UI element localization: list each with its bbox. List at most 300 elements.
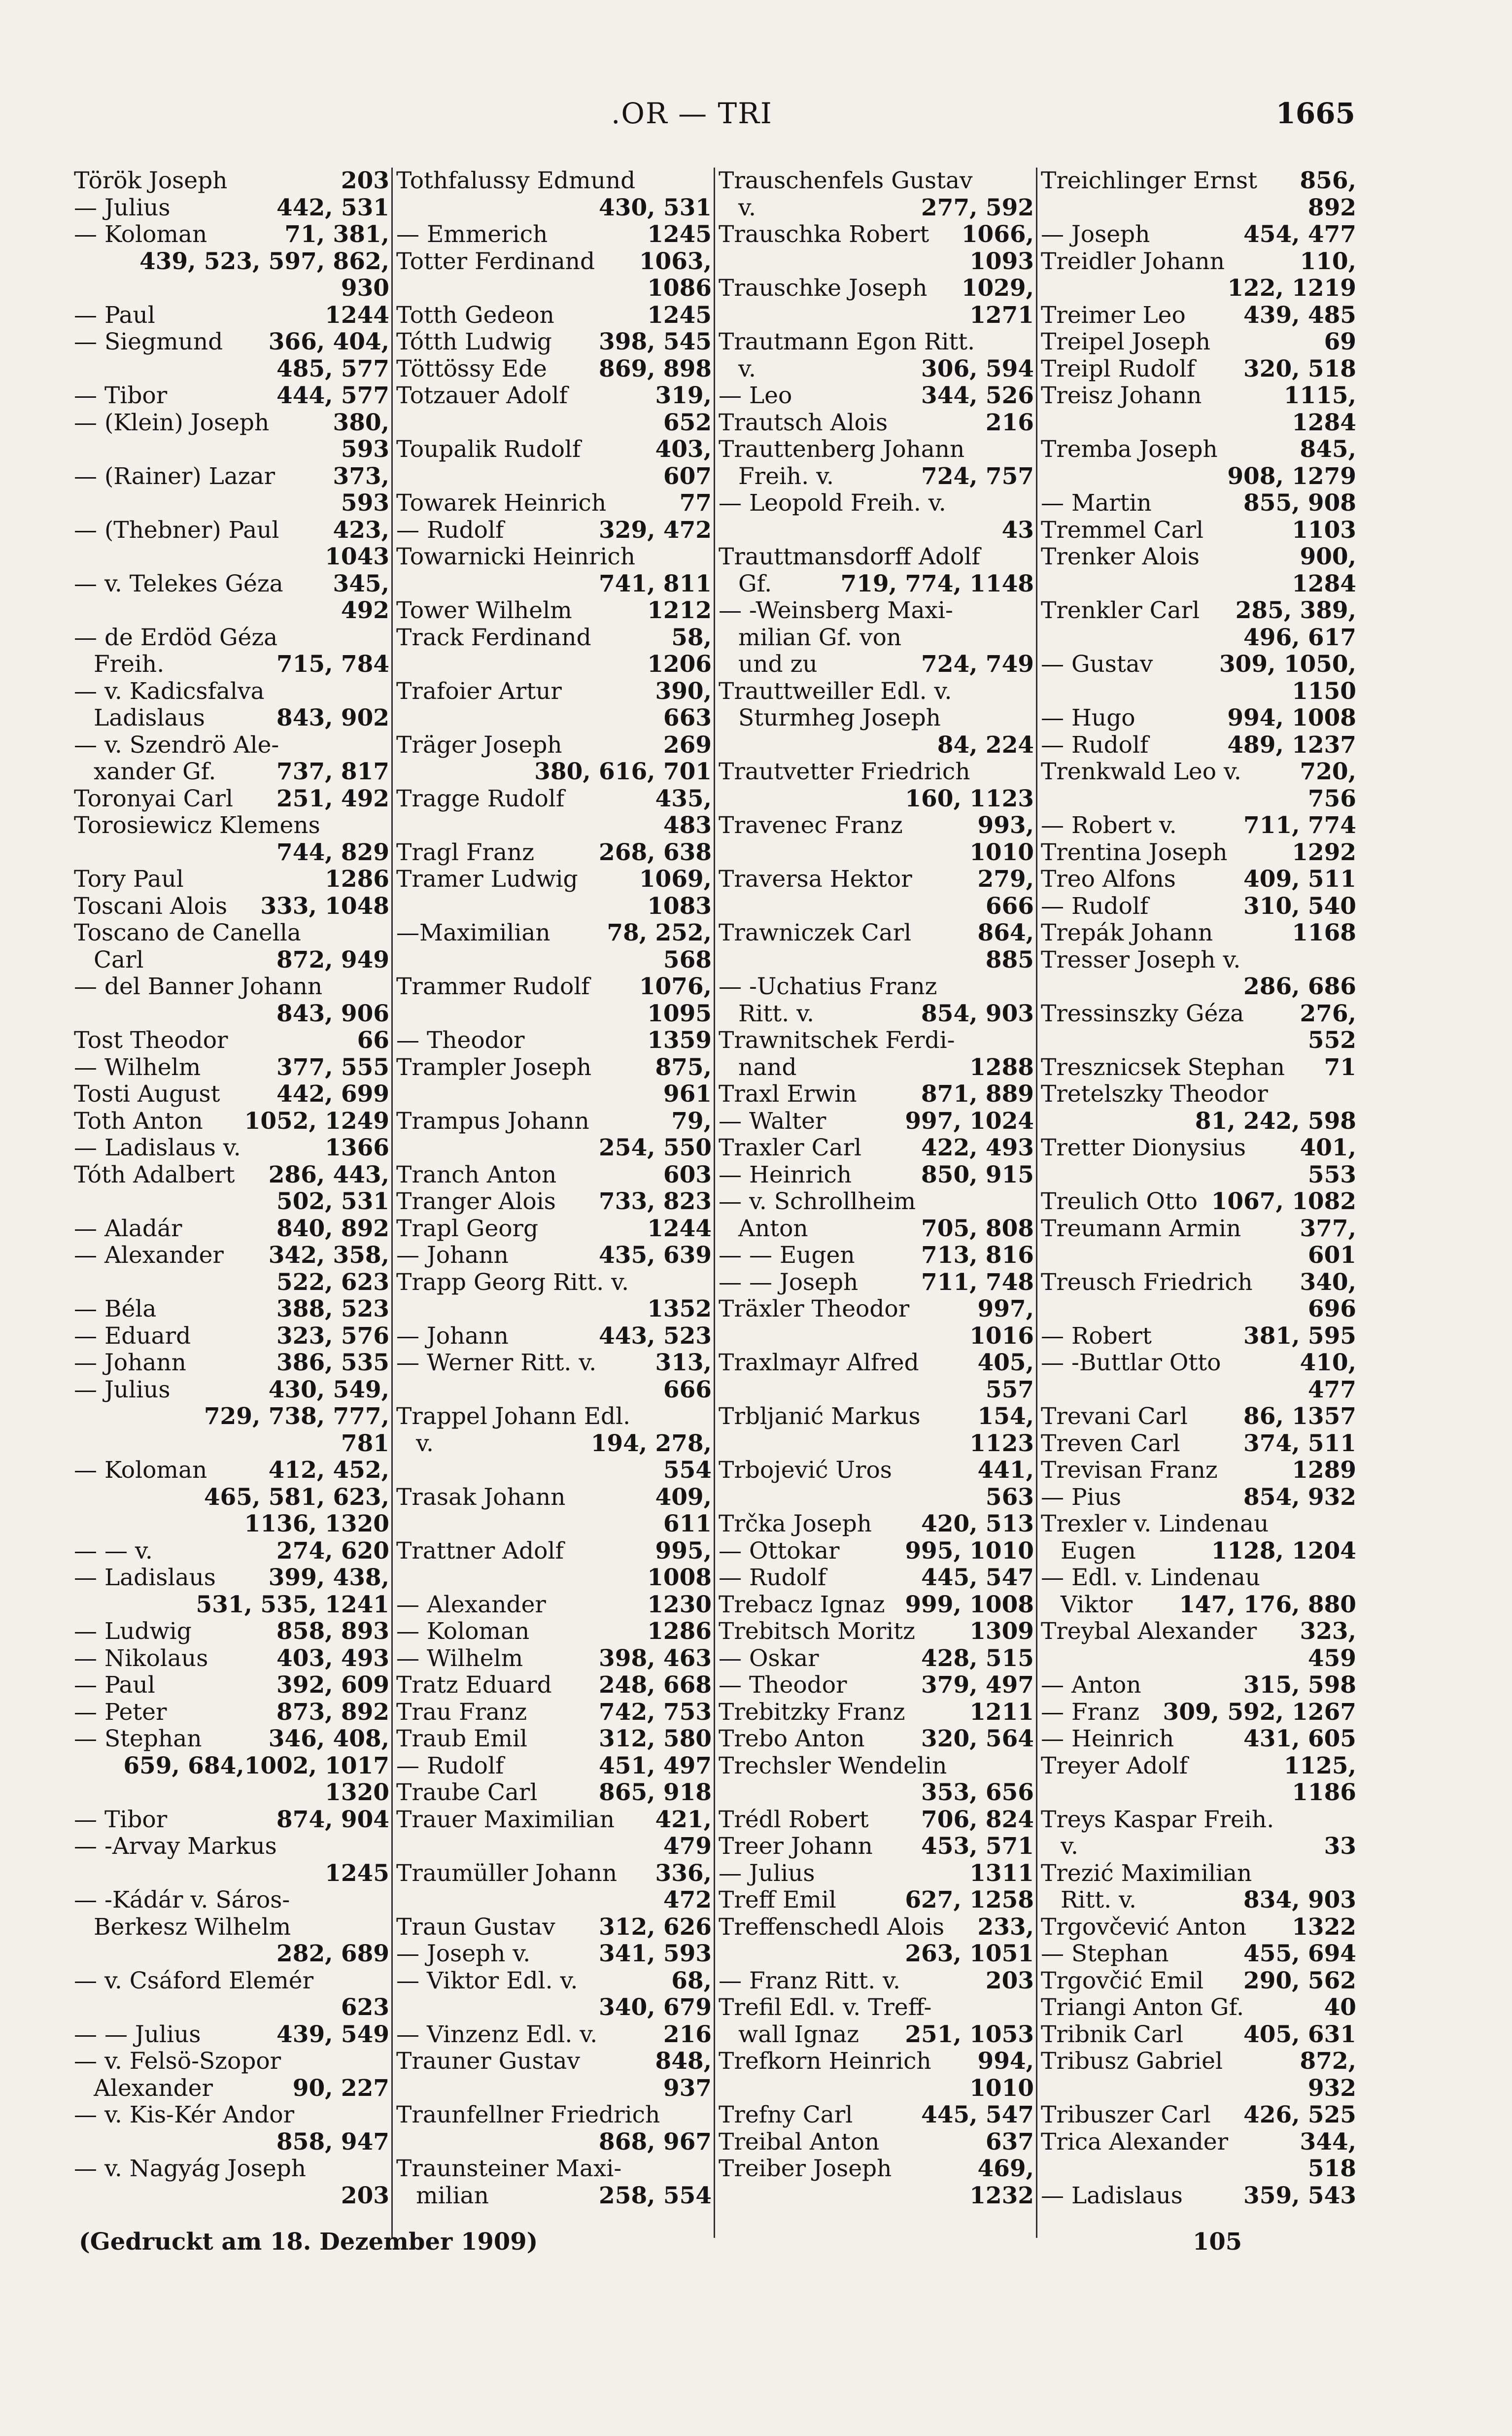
entry-pages: 79, xyxy=(671,1107,712,1135)
index-entry xyxy=(719,1027,1034,1054)
index-entry xyxy=(719,329,1034,356)
index-entry-continuation xyxy=(719,1323,1034,1350)
entry-name: Toscano de Canella xyxy=(74,919,301,946)
entry-name: Treichlinger Ernst xyxy=(1041,167,1257,194)
entry-name: — v. Schrollheim xyxy=(719,1188,916,1215)
entry-pages: 248, 668 xyxy=(599,1671,712,1699)
entry-name: Trautvetter Friedrich xyxy=(719,758,970,785)
index-entry-continuation xyxy=(396,1377,712,1404)
entry-name: Tothfalussy Edmund xyxy=(396,167,636,194)
entry-pages: 309, 592, 1267 xyxy=(1163,1698,1356,1726)
entry-pages: 380, 616, 701 xyxy=(534,758,712,785)
entry-pages: 110, xyxy=(1300,247,1356,275)
entry-pages: 756 xyxy=(1307,785,1356,812)
index-entry xyxy=(396,1216,712,1243)
index-entry-continuation xyxy=(74,1511,389,1538)
index-entry-continuation xyxy=(719,705,1034,732)
index-entry xyxy=(396,1726,712,1753)
entry-name: — — Joseph xyxy=(719,1268,859,1296)
entry-pages: 522, 623 xyxy=(276,1268,389,1296)
index-entry xyxy=(1041,1914,1356,1941)
entry-name: Tower Wilhelm xyxy=(396,597,572,624)
index-entry xyxy=(719,1565,1034,1592)
entry-pages: 399, 438, xyxy=(268,1564,389,1591)
index-entry-continuation xyxy=(396,195,712,222)
entry-name: Treibal Anton xyxy=(719,2128,880,2156)
entry-name: Trepák Johann xyxy=(1041,919,1213,946)
index-entry-continuation xyxy=(1041,786,1356,813)
index-entry-continuation xyxy=(719,1377,1034,1404)
entry-pages: 445, 547 xyxy=(921,2101,1034,2128)
entry-pages: 531, 535, 1241 xyxy=(196,1591,389,1618)
entry-pages: 557 xyxy=(985,1376,1034,1403)
entry-pages: 258, 554 xyxy=(599,2182,712,2209)
entry-name: Toscani Alois xyxy=(74,892,228,920)
entry-name: — Joseph v. xyxy=(396,1940,531,1967)
entry-pages: 340, xyxy=(1300,1268,1356,1296)
entry-name: — v. Szendrö Ale- xyxy=(74,731,279,759)
index-entry-continuation xyxy=(1041,1538,1356,1565)
entry-pages: 309, 1050, xyxy=(1219,651,1356,678)
entry-name: Treimer Leo xyxy=(1041,301,1186,329)
entry-pages: 850, 915 xyxy=(921,1161,1034,1188)
index-entry xyxy=(719,1672,1034,1699)
entry-name: Tragl Franz xyxy=(396,838,535,866)
entry-name: Ritt. v. xyxy=(1061,1886,1136,1914)
index-entry xyxy=(74,571,389,598)
index-entry xyxy=(74,1645,389,1672)
index-entry xyxy=(396,1968,712,1995)
entry-pages: 1103 xyxy=(1292,516,1356,544)
entry-pages: 623 xyxy=(341,1994,389,2021)
entry-name: Tótth Ludwig xyxy=(396,328,552,355)
entry-pages: 312, 580 xyxy=(599,1725,712,1752)
index-entry-continuation xyxy=(396,812,712,839)
entry-pages: 320, 518 xyxy=(1243,355,1356,383)
entry-name: — Anton xyxy=(1041,1671,1141,1699)
entry-pages: 373, xyxy=(333,462,389,490)
index-entry-continuation xyxy=(74,544,389,571)
index-entry xyxy=(1041,1618,1356,1645)
entry-pages: 421, xyxy=(655,1806,712,1833)
entry-pages: 854, 932 xyxy=(1243,1483,1356,1511)
entry-name: Tramer Ludwig xyxy=(396,866,578,893)
entry-pages: 1212 xyxy=(647,597,712,624)
entry-name: Tost Theodor xyxy=(74,1027,228,1054)
entry-pages: 666 xyxy=(985,892,1034,920)
entry-name: — Julius xyxy=(74,194,171,221)
index-entry xyxy=(1041,2021,1356,2049)
entry-pages: 737, 817 xyxy=(276,758,389,785)
index-entry xyxy=(719,1968,1034,1995)
entry-name: Trevisan Franz xyxy=(1041,1457,1218,1484)
index-entry xyxy=(74,1323,389,1350)
entry-name: — Franz Ritt. v. xyxy=(719,1967,901,1994)
entry-pages: 453, 571 xyxy=(921,1833,1034,1860)
index-entry xyxy=(74,1377,389,1404)
entry-pages: 77 xyxy=(679,489,712,517)
entry-pages: 282, 689 xyxy=(276,1940,389,1967)
entry-pages: 346, 408, xyxy=(268,1725,389,1752)
entry-pages: 439, 549 xyxy=(276,2020,389,2048)
entry-name: Trica Alexander xyxy=(1041,2128,1229,2156)
entry-pages: 552 xyxy=(1307,1027,1356,1054)
entry-pages: 1359 xyxy=(647,1027,712,1054)
entry-name: Viktor xyxy=(1061,1591,1133,1618)
entry-pages: 1063, xyxy=(639,247,712,275)
entry-name: Tressinszky Géza xyxy=(1041,1000,1244,1027)
entry-pages: 43 xyxy=(1001,516,1034,544)
entry-pages: 465, 581, 623, xyxy=(204,1483,389,1511)
index-entry xyxy=(719,1538,1034,1565)
index-entry xyxy=(74,410,389,437)
index-entry xyxy=(396,2021,712,2049)
index-entry xyxy=(396,302,712,329)
entry-name: Trevani Carl xyxy=(1041,1403,1188,1430)
entry-name: Treven Carl xyxy=(1041,1429,1180,1457)
entry-pages: 203 xyxy=(985,1967,1034,1994)
entry-pages: 652 xyxy=(663,409,712,436)
entry-name: Eugen xyxy=(1061,1537,1136,1565)
index-entry xyxy=(1041,1054,1356,1081)
entry-pages: 84, 224 xyxy=(937,731,1034,759)
entry-name: — Wilhelm xyxy=(396,1644,523,1672)
index-entry xyxy=(719,1833,1034,1860)
index-entry xyxy=(74,1027,389,1054)
index-column-3 xyxy=(719,168,1034,2228)
index-entry-continuation xyxy=(1041,1833,1356,1860)
index-entry xyxy=(396,329,712,356)
entry-pages: 601 xyxy=(1307,1242,1356,1269)
index-entry xyxy=(719,678,1034,705)
entry-pages: 1029, xyxy=(961,275,1034,302)
entry-name: Treer Johann xyxy=(719,1833,873,1860)
index-entry xyxy=(74,1618,389,1645)
entry-pages: 86, 1357 xyxy=(1243,1403,1356,1430)
index-entry-continuation xyxy=(396,947,712,974)
entry-name: Török Joseph xyxy=(74,167,228,194)
entry-name: Treulich Otto xyxy=(1041,1188,1198,1215)
index-entry xyxy=(719,1645,1034,1672)
entry-name: Trapl Georg xyxy=(396,1215,539,1242)
index-entry xyxy=(1041,651,1356,678)
entry-pages: 874, 904 xyxy=(276,1806,389,1833)
index-entry xyxy=(396,974,712,1001)
page-header xyxy=(0,97,1512,141)
entry-pages: 872, xyxy=(1300,2048,1356,2075)
entry-name: v. xyxy=(738,355,756,383)
entry-name: Tóth Adalbert xyxy=(74,1161,235,1188)
index-entry-continuation xyxy=(1041,1887,1356,1914)
entry-pages: 724, 757 xyxy=(921,462,1034,490)
entry-pages: 1286 xyxy=(647,1618,712,1645)
index-entry-continuation xyxy=(74,1994,389,2021)
entry-pages: 276, xyxy=(1300,1000,1356,1027)
entry-name: — Aladár xyxy=(74,1215,182,1242)
index-entry xyxy=(1041,1269,1356,1296)
entry-pages: 428, 515 xyxy=(921,1644,1034,1672)
entry-pages: 216 xyxy=(985,409,1034,436)
entry-pages: 1168 xyxy=(1292,919,1356,946)
entry-pages: 344, 526 xyxy=(921,382,1034,409)
index-entry xyxy=(396,625,712,652)
index-entry-continuation xyxy=(396,410,712,437)
entry-name: Trampus Johann xyxy=(396,1107,589,1135)
entry-pages: 873, 892 xyxy=(276,1698,389,1726)
entry-name: — Vinzenz Edl. v. xyxy=(396,2020,598,2048)
entry-name: Trenkler Carl xyxy=(1041,597,1200,624)
entry-pages: 268, 638 xyxy=(599,838,712,866)
entry-pages: 442, 699 xyxy=(276,1080,389,1108)
index-entry xyxy=(396,839,712,867)
entry-pages: 856, xyxy=(1300,167,1356,194)
index-entry xyxy=(1041,168,1356,195)
entry-name: v. xyxy=(738,194,756,221)
index-entry xyxy=(396,436,712,463)
index-entry-continuation xyxy=(1041,195,1356,222)
entry-name: Traxler Carl xyxy=(719,1134,862,1161)
index-entry xyxy=(1041,1081,1356,1108)
index-entry-continuation xyxy=(1041,1645,1356,1672)
entry-pages: 713, 816 xyxy=(921,1242,1034,1269)
index-column-2 xyxy=(396,168,712,2228)
index-entry xyxy=(719,920,1034,947)
entry-pages: 900, xyxy=(1300,543,1356,570)
entry-pages: 869, 898 xyxy=(599,355,712,383)
entry-name: Trauttenberg Johann xyxy=(719,436,965,463)
index-entry xyxy=(719,2156,1034,2183)
index-entry-continuation xyxy=(396,1511,712,1538)
entry-name: Trautmann Egon Ritt. xyxy=(719,328,975,355)
entry-name: — Rudolf xyxy=(396,1752,504,1779)
index-entry xyxy=(719,221,1034,248)
entry-name: Traunfellner Friedrich xyxy=(396,2101,660,2128)
index-entry xyxy=(1041,2048,1356,2075)
index-entry-continuation xyxy=(1041,2075,1356,2102)
entry-pages: 401, xyxy=(1300,1134,1356,1161)
entry-pages: 58, xyxy=(671,624,712,651)
index-entry xyxy=(1041,759,1356,786)
entry-pages: 834, 903 xyxy=(1243,1886,1356,1914)
entry-pages: 443, 523 xyxy=(599,1322,712,1350)
index-entry xyxy=(74,974,389,1001)
index-entry-continuation xyxy=(396,1135,712,1162)
entry-name: — v. Nagyág Joseph xyxy=(74,2155,307,2182)
entry-name: Treys Kaspar Freih. xyxy=(1041,1806,1274,1833)
index-entry-continuation xyxy=(74,1484,389,1511)
entry-pages: 285, 389, xyxy=(1235,597,1356,624)
entry-name: Treo Alfons xyxy=(1041,866,1176,893)
entry-name: Trbojević Uros xyxy=(719,1457,892,1484)
index-entry xyxy=(396,1350,712,1377)
entry-pages: 90, 227 xyxy=(292,2074,389,2102)
index-entry xyxy=(74,866,389,893)
entry-pages: 279, xyxy=(977,866,1034,893)
entry-pages: 1211 xyxy=(969,1698,1034,1726)
index-entry xyxy=(396,1645,712,1672)
index-entry xyxy=(1041,1941,1356,1968)
index-entry-continuation xyxy=(396,2129,712,2156)
entry-pages: 216 xyxy=(663,2020,712,2048)
entry-pages: 344, xyxy=(1300,2128,1356,2156)
entry-name: Treipel Joseph xyxy=(1041,328,1210,355)
entry-pages: 1352 xyxy=(647,1295,712,1322)
entry-pages: 439, 485 xyxy=(1243,301,1356,329)
entry-name: Trgovčević Anton xyxy=(1041,1913,1247,1941)
entry-name: Tragge Rudolf xyxy=(396,785,565,812)
index-entry-continuation xyxy=(74,1753,389,1780)
entry-pages: 1288 xyxy=(969,1053,1034,1081)
entry-name: Ritt. v. xyxy=(738,1000,814,1027)
index-entry xyxy=(719,168,1034,195)
entry-pages: 392, 609 xyxy=(276,1671,389,1699)
entry-pages: 251, 492 xyxy=(276,785,389,812)
entry-pages: 388, 523 xyxy=(276,1295,389,1322)
entry-pages: 374, 511 xyxy=(1243,1429,1356,1457)
entry-name: Trentina Joseph xyxy=(1041,838,1228,866)
index-entry xyxy=(396,2102,712,2129)
index-entry xyxy=(74,1726,389,1753)
index-entry-continuation xyxy=(396,571,712,598)
entry-pages: 994, 1008 xyxy=(1227,704,1356,731)
index-entry xyxy=(1041,1001,1356,1028)
entry-pages: 908, 1279 xyxy=(1227,462,1356,490)
entry-pages: 1067, 1082 xyxy=(1211,1188,1356,1215)
index-entry-continuation xyxy=(719,1941,1034,1968)
index-entry xyxy=(1041,1699,1356,1726)
index-entry-continuation xyxy=(719,1484,1034,1511)
entry-name: Trebo Anton xyxy=(719,1725,865,1752)
entry-name: — del Banner Johann xyxy=(74,973,323,1000)
entry-name: — Béla xyxy=(74,1295,157,1322)
entry-pages: 254, 550 xyxy=(599,1134,712,1161)
entry-name: — v. Kis-Kér Andor xyxy=(74,2101,295,2128)
entry-name: — Robert xyxy=(1041,1322,1152,1350)
index-entry-continuation xyxy=(74,839,389,867)
entry-pages: 455, 694 xyxy=(1243,1940,1356,1967)
index-entry-continuation xyxy=(719,2075,1034,2102)
entry-pages: 477 xyxy=(1307,1376,1356,1403)
index-entry xyxy=(396,168,712,195)
entry-pages: 233, xyxy=(977,1913,1034,1941)
index-entry xyxy=(396,1269,712,1296)
entry-pages: 345, xyxy=(333,570,389,597)
entry-name: Trebitzky Franz xyxy=(719,1698,905,1726)
entry-pages: 855, 908 xyxy=(1243,489,1356,517)
entry-name: Freih. v. xyxy=(738,462,834,490)
entry-name: — Johann xyxy=(396,1242,509,1269)
entry-pages: 961 xyxy=(663,1080,712,1108)
index-entry-continuation xyxy=(719,248,1034,276)
index-entry-continuation xyxy=(1041,1592,1356,1619)
index-entry xyxy=(396,1779,712,1807)
entry-pages: 997, xyxy=(977,1295,1034,1322)
entry-pages: 997, 1024 xyxy=(905,1107,1034,1135)
entry-pages: 251, 1053 xyxy=(905,2020,1034,2048)
entry-name: Trauttmansdorff Adolf xyxy=(719,543,980,570)
index-entry xyxy=(1041,732,1356,759)
index-entry-continuation xyxy=(1041,463,1356,490)
index-entry-continuation xyxy=(396,1001,712,1028)
index-entry xyxy=(1041,383,1356,410)
index-entry xyxy=(719,1296,1034,1323)
entry-pages: 386, 535 xyxy=(276,1349,389,1376)
entry-name: Traunsteiner Maxi- xyxy=(396,2155,622,2182)
entry-name: — Koloman xyxy=(74,1457,207,1484)
entry-pages: 711, 748 xyxy=(921,1268,1034,1296)
entry-pages: 994, xyxy=(977,2048,1034,2075)
entry-name: Treisz Johann xyxy=(1041,382,1202,409)
index-entry xyxy=(74,732,389,759)
entry-name: Trautsch Alois xyxy=(719,409,888,436)
index-entry xyxy=(74,786,389,813)
index-entry-continuation xyxy=(1041,571,1356,598)
index-entry-continuation xyxy=(74,490,389,517)
index-entry-continuation xyxy=(719,571,1034,598)
entry-name: Trauschka Robert xyxy=(719,221,929,248)
entry-name: — Ottokar xyxy=(719,1537,840,1565)
index-entry xyxy=(1041,2129,1356,2156)
entry-name: — Julius xyxy=(74,1376,171,1403)
entry-pages: 593 xyxy=(341,436,389,463)
entry-pages: 1115, xyxy=(1283,382,1356,409)
entry-pages: 711, 774 xyxy=(1243,812,1356,839)
index-entry xyxy=(1041,329,1356,356)
entry-pages: 398, 545 xyxy=(599,328,712,355)
entry-name: Toth Anton xyxy=(74,1107,203,1135)
index-entry-continuation xyxy=(1041,410,1356,437)
index-entry xyxy=(396,2048,712,2075)
index-entry-continuation xyxy=(74,1941,389,1968)
entry-pages: 715, 784 xyxy=(276,651,389,678)
index-entry xyxy=(1041,1323,1356,1350)
index-entry xyxy=(1041,544,1356,571)
index-entry xyxy=(396,1242,712,1269)
index-entry xyxy=(396,1162,712,1189)
entry-name: — Tibor xyxy=(74,1806,168,1833)
entry-name: Track Ferdinand xyxy=(396,624,591,651)
entry-name: Trasak Johann xyxy=(396,1483,566,1511)
entry-name: Traun Gustav xyxy=(396,1913,555,1941)
entry-name: Treidler Johann xyxy=(1041,247,1225,275)
entry-pages: 405, 631 xyxy=(1243,2020,1356,2048)
index-entry xyxy=(1041,517,1356,544)
index-entry-continuation xyxy=(74,1403,389,1430)
entry-name: Treipl Rudolf xyxy=(1041,355,1196,383)
entry-pages: 379, 497 xyxy=(921,1671,1034,1699)
index-entry-continuation xyxy=(74,1188,389,1216)
index-entry-continuation xyxy=(74,1914,389,1941)
entry-pages: 439, 523, 597, 862, xyxy=(139,247,389,275)
index-entry xyxy=(1041,1565,1356,1592)
entry-pages: 706, 824 xyxy=(921,1806,1034,1833)
index-entry xyxy=(1041,356,1356,383)
entry-pages: 444, 577 xyxy=(276,382,389,409)
index-entry-continuation xyxy=(396,463,712,490)
entry-pages: 840, 892 xyxy=(276,1215,389,1242)
entry-name: Traxl Erwin xyxy=(719,1080,857,1108)
entry-pages: 603 xyxy=(663,1161,712,1188)
entry-name: — Alexander xyxy=(396,1591,546,1618)
entry-name: v. xyxy=(1061,1833,1078,1860)
index-entry xyxy=(396,786,712,813)
entry-pages: 1322 xyxy=(1292,1913,1356,1941)
entry-pages: 1232 xyxy=(969,2182,1034,2209)
index-entry xyxy=(396,1860,712,1887)
index-entry xyxy=(1041,1430,1356,1458)
entry-pages: 666 xyxy=(663,1376,712,1403)
entry-name: — -Kádár v. Sáros- xyxy=(74,1886,290,1914)
